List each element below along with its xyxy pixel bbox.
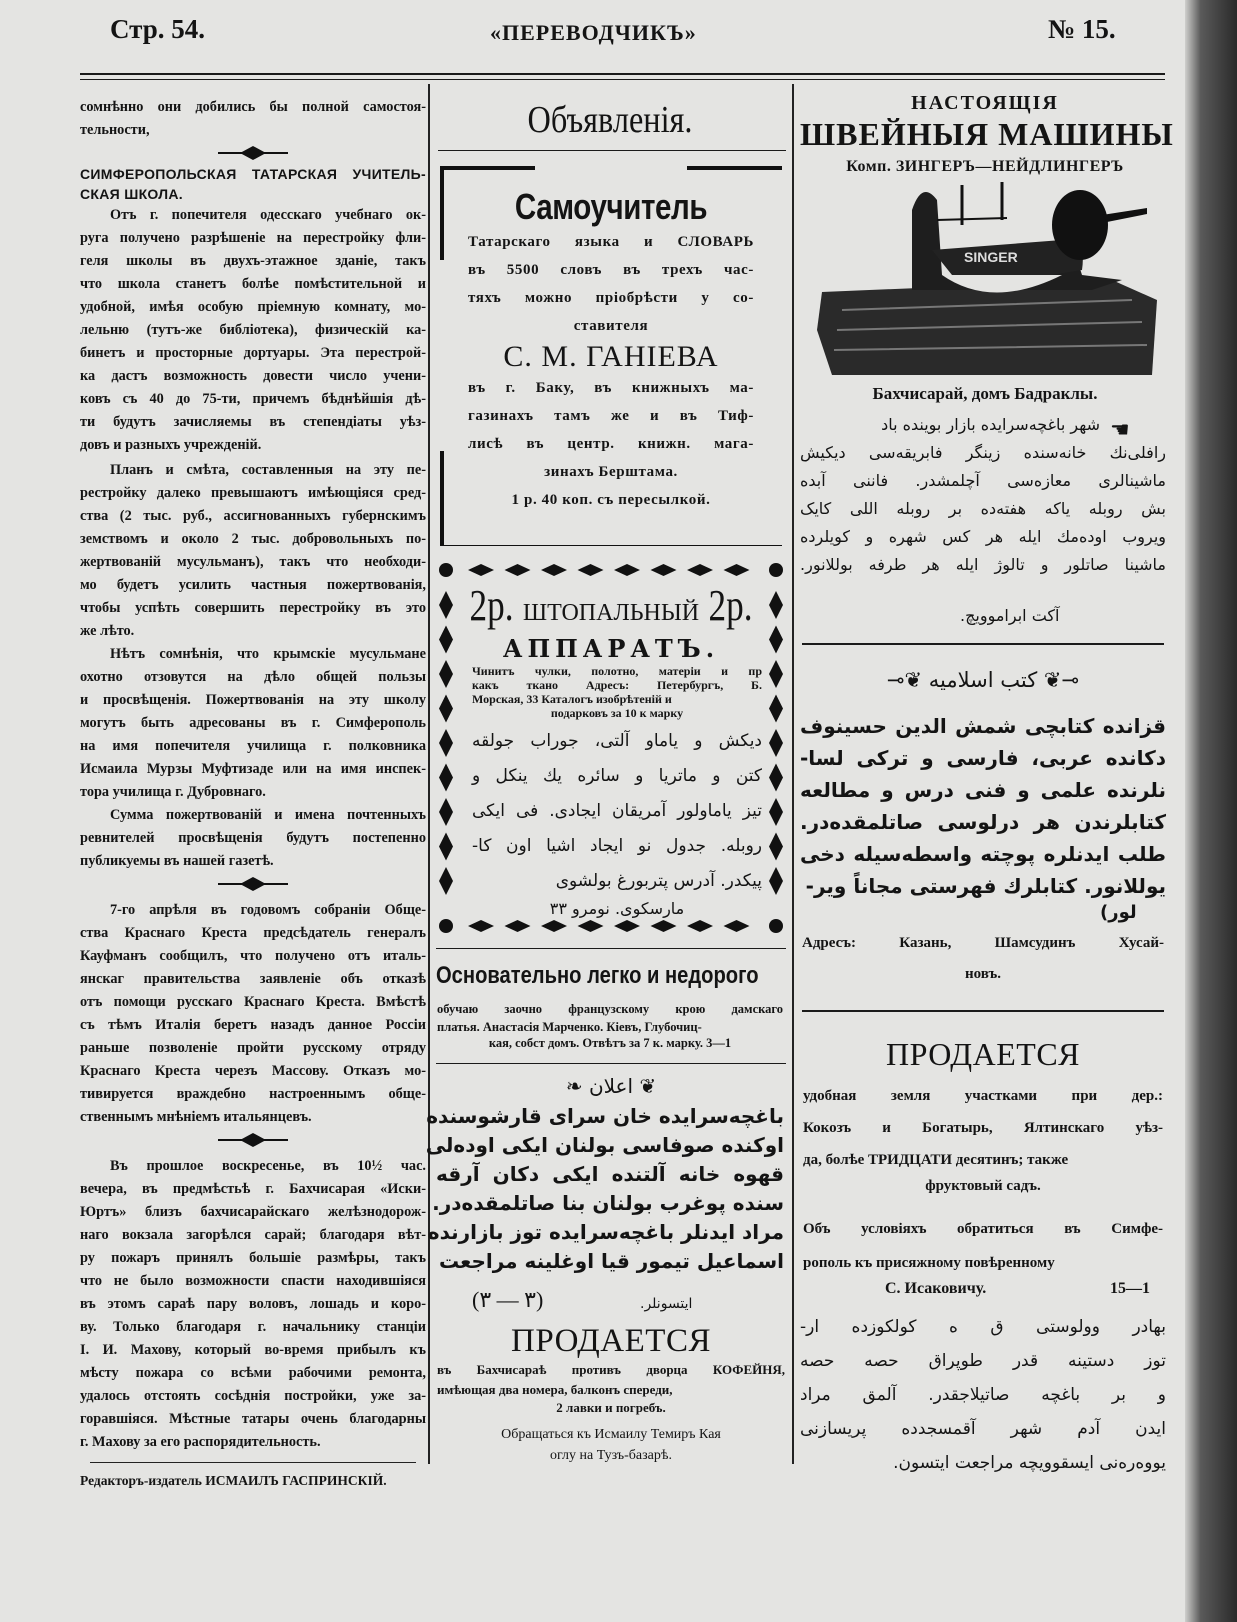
product-desc bbox=[472, 664, 762, 706]
text-line: توز دستینه قدر طوپراق حصه حصه bbox=[800, 1351, 1166, 1371]
product-desc-last: подарковъ за 10 к марку bbox=[550, 706, 684, 720]
text-line: کتن و ماتریا و سائره یك ینکل و bbox=[472, 766, 762, 786]
ornament-divider bbox=[80, 1129, 426, 1151]
text-line: طلب ایدنلره پوچته واسطه‌سیله دخی bbox=[800, 842, 1166, 866]
text-line: ру пожаръ принялъ большіе размѣры, такъ bbox=[80, 1250, 426, 1266]
text-line: یوللانور. کتابلرك فهرستی مجاناً ویر- bbox=[805, 874, 1166, 898]
text-line: что школа станетъ болѣе помѣстительной и bbox=[80, 276, 426, 292]
text-line: обучаю заочно французскому крою дамскаго bbox=[437, 1002, 783, 1016]
text-line: روبله. جدول نو ایجاد اشیا اون کا- bbox=[472, 836, 762, 856]
singer-arabic bbox=[800, 439, 1166, 579]
ad-samouchitel bbox=[440, 166, 782, 546]
ilan-tail: ایتسونلر. bbox=[640, 1296, 693, 1312]
header-rule bbox=[80, 73, 1165, 75]
land-signer: С. Исаковичу. bbox=[885, 1280, 987, 1297]
text-line: охотно отзовутся на дѣло общей пользы bbox=[80, 669, 426, 685]
diamond-ornament bbox=[651, 920, 677, 932]
text-line: Юртъ» близъ бахчисарайскаго желѣзнодорож- bbox=[80, 1204, 426, 1220]
rule bbox=[436, 948, 786, 949]
text-line: въ этомъ сараѣ пару воловъ, лошадь и коро- bbox=[80, 1296, 426, 1312]
text-line: вечера, въ предмѣстьѣ г. Бахчисарая «Иски- bbox=[80, 1181, 426, 1197]
text-line: съ тѣмъ Италія беретъ назадъ данное Россіи bbox=[80, 1017, 426, 1033]
sale-contact-line: Обращаться къ Исмаилу Темиръ Кая bbox=[501, 1427, 721, 1442]
text-line: мо будетъ усилить частныя пожертвованія, bbox=[80, 577, 426, 593]
article-fire bbox=[80, 1155, 426, 1454]
diamond-ornament bbox=[687, 564, 713, 576]
column-divider bbox=[792, 84, 794, 1464]
text-line: Нѣтъ сомнѣнія, что крымскіе мусульмане bbox=[110, 646, 426, 662]
text-line: قزانده کتابچی شمش الدین حسینوف bbox=[800, 714, 1166, 738]
text-line: سنده پوغرب بولنان بنا صاتلمقده‌در. bbox=[432, 1191, 784, 1215]
ilan-title bbox=[436, 1074, 786, 1098]
text-line: довъ и разныхъ учрежденій. bbox=[80, 437, 262, 453]
ad-author: С. М. ГАНІЕВА bbox=[503, 340, 719, 373]
diamond-ornament bbox=[505, 564, 531, 576]
text-line: Кауфманъ сообщилъ, что получено отъ италь- bbox=[80, 948, 426, 964]
text-line: پیکدر. آدرس پتربورغ بولشوی bbox=[555, 871, 762, 891]
flourish-icon: ❧ bbox=[565, 1074, 589, 1098]
diamond-ornament bbox=[651, 564, 677, 576]
diamond-ornament bbox=[687, 920, 713, 932]
diamond-ornament bbox=[439, 833, 453, 861]
text-line: рестройку далеко превышаютъ имѣющіяся сред- bbox=[80, 485, 426, 501]
books-title bbox=[800, 668, 1166, 692]
diamond-ornament bbox=[769, 798, 783, 826]
text-line: г. Махову за его распорядительность. bbox=[80, 1434, 321, 1450]
diamond-ornament bbox=[468, 920, 494, 932]
text-line: اسماعیل تیمور قیا اوغلینه مراجعت bbox=[439, 1249, 784, 1273]
diamond-ornament bbox=[439, 764, 453, 792]
land-text bbox=[803, 1080, 1163, 1176]
text-line: کتابلرندن هر درلوسی صاتلمقده‌در. bbox=[800, 810, 1166, 834]
diamond-ornament bbox=[724, 564, 750, 576]
text-line: горавшіяся. Мѣстные татары очень благодарны bbox=[80, 1411, 426, 1427]
text-line: اوکنده صوفاسی بولنان ایکی اوده‌لی bbox=[425, 1133, 784, 1157]
diamond-ornament bbox=[769, 660, 783, 688]
text-line: ства Краснаго Креста предсѣдатель генералъ bbox=[80, 925, 426, 941]
scan-edge bbox=[1185, 0, 1237, 1622]
text-line: имѣющая два номера, балконъ спереди, bbox=[437, 1382, 673, 1397]
text-line: Сумма пожертвованій и имена почтенныхъ bbox=[110, 807, 426, 823]
text-line: بهادر وولوستی ق ه کولکوزده ار- bbox=[800, 1317, 1166, 1337]
text-line: мѣсту пожара со всѣми рабочими ремонта, bbox=[80, 1365, 426, 1381]
land-text-center: фруктовый садъ. bbox=[925, 1178, 1041, 1194]
text-line: ковъ съ 40 до 75-ти, причемъ бѣднѣйшія дѣ- bbox=[80, 391, 426, 407]
text-line: Кокозъ и Богатырь, Ялтинскаго уѣз- bbox=[803, 1120, 1163, 1136]
text-line: مراد ایدنلر باغچه‌سرایده توز بازارنده bbox=[427, 1220, 784, 1244]
article-plan bbox=[80, 459, 426, 643]
singer-brand: SINGER bbox=[964, 249, 1018, 265]
books-address: Адресъ: Казань, Шамсудинъ Хусай- bbox=[802, 935, 1164, 951]
ad-french-text bbox=[437, 1000, 783, 1036]
diamond-ornament bbox=[769, 764, 783, 792]
section-title: Объявленія. bbox=[527, 99, 693, 141]
land-arabic bbox=[800, 1310, 1166, 1480]
diamond-ornament bbox=[468, 564, 494, 576]
ornament-divider bbox=[80, 873, 426, 895]
ad-title: Самоучитель bbox=[514, 186, 708, 227]
singer-title: ШВЕЙНЫЯ МАШИНЫ bbox=[800, 116, 1174, 152]
text-line: зинахъ Берштама. bbox=[544, 464, 678, 480]
text-line: I. И. Махову, который во-время прибылъ къ bbox=[80, 1342, 426, 1358]
text-line: دیکش و یاماو آلتی، جوراب جولقه bbox=[472, 731, 762, 751]
diamond-ornament bbox=[439, 695, 453, 723]
text-line: да, болѣе ТРИДЦАТИ десятинъ; также bbox=[803, 1152, 1069, 1168]
text-line: ка дастъ возможность довести число учени- bbox=[80, 368, 426, 384]
text-line: жертвованій мусульманъ), такъ что необходи- bbox=[80, 554, 426, 570]
text-line: نلرنده علمی و فنی درس و مطالعه bbox=[800, 778, 1166, 802]
text-line: Отъ г. попечителя одесскаго учебнаго ок- bbox=[110, 207, 426, 223]
singer-address: Бахчисарай, домъ Бадраклы. bbox=[872, 384, 1098, 403]
editor-line: Редакторъ-издатель ИСМАИЛЪ ГАСПРИНСКІЙ. bbox=[80, 1473, 387, 1488]
text-line: ایدن آدم شهر آقمسجدده پریسازنی bbox=[800, 1419, 1166, 1439]
left-column bbox=[80, 96, 426, 1492]
singer-arabic-line: بش روبله یاکه هفته‌ده بر روبله اللی کایک bbox=[800, 499, 1166, 518]
text-line: СКАЯ ШКОЛА. bbox=[80, 186, 183, 202]
diamond-ornament bbox=[769, 695, 783, 723]
singer-arabic-line: ماشینا صاتلور و تالوژ ایله هر طرفه بوللانور. bbox=[800, 555, 1166, 574]
product-arabic-last: مارسکوی. نومرو ۳۳ bbox=[549, 899, 685, 918]
ad-text bbox=[440, 228, 782, 340]
sale-title: ПРОДАЕТСЯ bbox=[511, 1323, 711, 1359]
diamond-ornament bbox=[439, 591, 453, 619]
rule bbox=[438, 150, 786, 151]
text-line: یووه‌ره‌نی ایسقوویچه مراجعت ایتسون. bbox=[893, 1453, 1166, 1473]
diamond-ornament bbox=[505, 920, 531, 932]
ilan-count: (۳ — ۳) bbox=[472, 1287, 544, 1312]
stopalny-headline bbox=[456, 580, 766, 631]
ad-french-last: кая, собст домъ. Отвѣтъ за 7 к. марку. 3—1 bbox=[488, 1036, 732, 1050]
text-line: تیز یاماولور آمریقان ایجادی. فی ایکی bbox=[472, 801, 762, 821]
price-left: 2р. bbox=[469, 581, 514, 630]
rule bbox=[802, 643, 1164, 645]
text-line: на имя попечителя училища г. полковника bbox=[80, 738, 426, 754]
books-address-end: новъ. bbox=[965, 966, 1001, 982]
singer-pre: НАСТОЯЩІЯ bbox=[911, 92, 1059, 114]
text-line: دکانده عربی، فارسی و ترکی لسا- bbox=[800, 746, 1166, 770]
diamond-ornament bbox=[439, 660, 453, 688]
text-line: тора училища г. Дубровнаго. bbox=[80, 784, 266, 800]
text-line: руга получено разрѣшеніе на перестройку фли- bbox=[80, 230, 426, 246]
text-line: СИМФЕРОПОЛЬСКАЯ ТАТАРСКАЯ УЧИТЕЛЬ- bbox=[80, 166, 426, 182]
end-rule bbox=[90, 1454, 416, 1463]
ad-french-title: Основательно легко и недорого bbox=[436, 962, 759, 989]
text-line: публикуемы въ нашей газетѣ. bbox=[80, 853, 274, 869]
diamond-ornament bbox=[769, 626, 783, 654]
product-arabic bbox=[472, 724, 762, 899]
sale-contact bbox=[437, 1424, 785, 1466]
ilan-heading: اعلان bbox=[588, 1074, 634, 1098]
text-line: ственнымъ мнѣніемъ итальянцевъ. bbox=[80, 1109, 312, 1125]
text-line: же лѣто. bbox=[80, 623, 135, 639]
text-line: тельности, bbox=[80, 122, 150, 138]
sewing-machine-image bbox=[812, 180, 1162, 380]
singer-arabic-line: رافلی‌نك خانه‌سنده زینگر فابریقه‌سی دیکیش bbox=[800, 443, 1166, 462]
ad-price: 1 р. 40 коп. съ пересылкой. bbox=[511, 492, 711, 508]
text-line: Морская, 33 Каталогъ изобрѣтеній и bbox=[472, 692, 672, 706]
header-rule bbox=[80, 79, 1165, 80]
pointing-hand-icon: ☛ bbox=[1110, 417, 1130, 442]
article-sum bbox=[80, 804, 426, 873]
singer-signature: آکت ابراموویچ. bbox=[960, 606, 1060, 625]
text-line: ревнителей просвѣщенія будутъ постепенно bbox=[80, 830, 426, 846]
singer-arabic-line: ویروب اوده‌مك ایله هر کس شهره و کویلرده bbox=[800, 527, 1166, 546]
diamond-ornament bbox=[724, 920, 750, 932]
singer-company: Комп. ЗИНГЕРЪ—НЕЙДЛИНГЕРЪ bbox=[846, 158, 1124, 175]
singer-arabic-line: ماشینالری معازه‌سی آچلمشدر. فاننی آبده bbox=[800, 471, 1166, 490]
text-line: что не было возможности спасти находившіяся bbox=[80, 1273, 426, 1289]
land-count: 15—1 bbox=[1110, 1280, 1150, 1297]
text-line: какъ ткано Адресъ: Петербургъ, Б. bbox=[472, 678, 762, 692]
text-line: قهوه خانه آلتنده ایکی دکان آرقه bbox=[436, 1162, 784, 1186]
text-line: янскаг правительства заявленіе объ отказѣ bbox=[80, 971, 426, 987]
sale-text-center: 2 лавки и погребъ. bbox=[556, 1400, 666, 1415]
text-line: باغچه‌سرایده خان سرای قارشوسنده bbox=[426, 1104, 784, 1128]
books-text-last: لور) bbox=[1100, 902, 1137, 923]
diamond-ornament bbox=[614, 564, 640, 576]
product-title: АППАРАТЪ. bbox=[502, 634, 720, 663]
diamond-ornament bbox=[578, 564, 604, 576]
text-line: и просвѣщенія. Пожертвованія на эту школу bbox=[80, 692, 426, 708]
text-line: лисѣ въ центр. книжн. мага- bbox=[468, 436, 754, 452]
text-line: тивируется враждебно настроеннымъ обще- bbox=[80, 1086, 426, 1102]
text-line: Объ условіяхъ обратиться въ Симфе- bbox=[803, 1221, 1163, 1237]
land-contact bbox=[803, 1212, 1163, 1280]
text-line: геля школы въ двухъ-этажное зданіе, такъ bbox=[80, 253, 426, 269]
text-line: въ г. Баку, въ книжныхъ ма- bbox=[468, 380, 754, 396]
diamond-ornament bbox=[439, 729, 453, 757]
text-line: Татарскаго языка и СЛОВАРЬ bbox=[468, 234, 754, 250]
diamond-ornament bbox=[614, 920, 640, 932]
text-line: наго вокзала загорѣлся сарай; благодаря вѣт- bbox=[80, 1227, 426, 1243]
article-red-cross bbox=[80, 899, 426, 1129]
diamond-ornament bbox=[769, 833, 783, 861]
price-right: 2р. bbox=[708, 581, 753, 630]
text-line: 7-го апрѣля въ годовомъ собраніи Обще- bbox=[110, 902, 426, 918]
diamond-ornament bbox=[439, 626, 453, 654]
article-heading bbox=[80, 164, 426, 204]
flourish-icon: ⊸❦ bbox=[1037, 668, 1080, 692]
text-line: въ 5500 словъ въ трехъ час- bbox=[468, 262, 754, 278]
books-heading: کتب اسلامیه bbox=[928, 668, 1038, 692]
diamond-ornament bbox=[769, 729, 783, 757]
diamond-ornament bbox=[578, 920, 604, 932]
article-continuation bbox=[80, 96, 426, 142]
text-line: лельню (тутъ-же библіотека), физическій ка- bbox=[80, 322, 426, 338]
rule bbox=[802, 1010, 1164, 1012]
sale-contact-line: оглу на Тузъ-базарѣ. bbox=[550, 1448, 672, 1463]
page-number: Стр. 54. bbox=[110, 14, 206, 44]
ilan-text bbox=[425, 1102, 784, 1276]
text-line: Исмаила Мурзы Муфтизаде или на имя инспек- bbox=[80, 761, 426, 777]
text-line: чтобы успѣть совершить перестройку въ это bbox=[80, 600, 426, 616]
text-line: удобной, имѣя особую пріемную комнату, мо- bbox=[80, 299, 426, 315]
flourish-icon: ❦⊸ bbox=[886, 668, 929, 692]
article-donations bbox=[80, 643, 426, 804]
text-line: въ Бахчисараѣ противъ дворца КОФЕЙНЯ, bbox=[437, 1362, 785, 1377]
text-line: сомнѣнно они добились бы полной самостоя- bbox=[80, 99, 426, 115]
text-line: Чинитъ чулки, полотно, матеріи и пр bbox=[472, 664, 762, 678]
column-divider bbox=[428, 84, 430, 1464]
article-school bbox=[80, 204, 426, 457]
diamond-ornament bbox=[769, 591, 783, 619]
newspaper-title: «ПЕРЕВОДЧИКЪ» bbox=[490, 20, 697, 45]
land-title: ПРОДАЕТСЯ bbox=[885, 1036, 1081, 1072]
text-line: раньше позволеніе пройти русскому отряду bbox=[80, 1040, 426, 1056]
sale-text bbox=[437, 1360, 785, 1400]
text-line: газинахъ тамъ же и въ Тиф- bbox=[468, 408, 754, 424]
ornament-divider bbox=[80, 142, 426, 164]
diamond-ornament bbox=[439, 798, 453, 826]
text-line: ти будутъ зачисляемы въ степендіаты уѣз- bbox=[80, 414, 426, 430]
issue-number: № 15. bbox=[1048, 14, 1116, 44]
books-text bbox=[800, 710, 1166, 902]
diamond-ornament bbox=[541, 564, 567, 576]
text-line: Въ прошлое воскресенье, въ 10½ час. bbox=[110, 1158, 426, 1174]
text-line: Краснаго Креста черезъ Массову. Отказъ мо- bbox=[80, 1063, 426, 1079]
product-word: ШТОПАЛЬНЫЙ bbox=[522, 600, 700, 626]
text-line: ставителя bbox=[573, 318, 649, 334]
diamond-ornament bbox=[439, 867, 453, 895]
rule bbox=[436, 1063, 786, 1064]
text-line: отъ помощи русскаго Краснаго Креста. Вмѣстѣ bbox=[80, 994, 426, 1010]
text-line: рополь къ присяжному повѣренному bbox=[803, 1255, 1055, 1271]
text-line: могутъ быть адресованы въ г. Симферополь bbox=[80, 715, 426, 731]
text-line: ву. Только благодаря г. начальнику станціи bbox=[80, 1319, 426, 1335]
text-line: тяхъ можно пріобрѣсти у со- bbox=[468, 290, 754, 306]
text-line: و بر باغچه صاتیلاجقدر. آلمق مراد bbox=[800, 1385, 1166, 1405]
diamond-ornament bbox=[769, 867, 783, 895]
text-line: земствомъ и около 2 тыс. добровольныхъ по- bbox=[80, 531, 426, 547]
ad-text bbox=[440, 374, 782, 486]
text-line: ства (2 тыс. руб., ассигнованныхъ губернскимъ bbox=[80, 508, 426, 524]
diamond-ornament bbox=[541, 920, 567, 932]
text-line: Планъ и смѣта, составленныя на эту пе- bbox=[110, 462, 426, 478]
ad-stopalny bbox=[436, 560, 786, 936]
text-line: удобная земля участками при дер.: bbox=[803, 1088, 1163, 1104]
text-line: удалось отстоять сосѣднія постройки, уже за- bbox=[80, 1388, 426, 1404]
flourish-icon: ❦ bbox=[633, 1074, 657, 1098]
text-line: бинетъ и просторные дортуары. Эта перестрой- bbox=[80, 345, 426, 361]
singer-arabic-first: شهر باغچه‌سرایده بازار بوینده باد bbox=[881, 415, 1100, 434]
text-line: платья. Анастасія Марченко. Кіевъ, Глубочиц- bbox=[437, 1020, 702, 1034]
